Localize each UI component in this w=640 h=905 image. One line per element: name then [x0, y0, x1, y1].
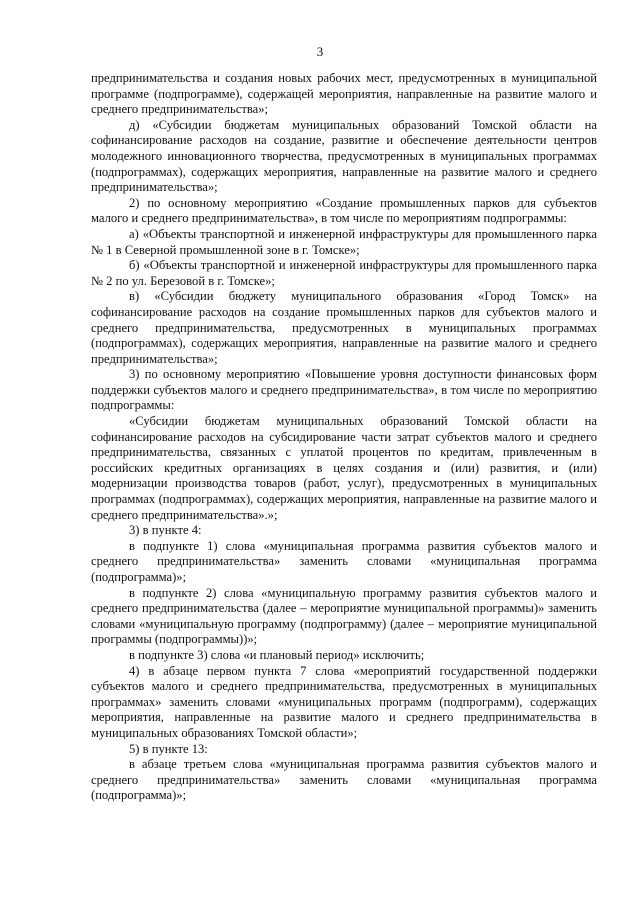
paragraph: в подпункте 1) слова «муниципальная программа развития субъектов малого и среднего предпринимательства» заменить словами «муниципальная программа (подпрограмма)»; — [91, 538, 597, 584]
paragraph: 3) по основному мероприятию «Повышение уровня доступности финансовых форм поддержки субъектов малого и среднего предпринимательства», в том числе по мероприятию подпрограммы: — [91, 367, 597, 413]
paragraph: в) «Субсидии бюджету муниципального образования «Город Томск» на софинансирование расходов на создание промышленных парков для субъектов малого и среднего предпринимательства, предусмотренных в муниципальных программах (подпрограммах), содержащих мероприятия, направленные на развитие малого и среднего предпринимательства»; — [91, 289, 597, 366]
paragraph: в подпункте 2) слова «муниципальную программу развития субъектов малого и среднего предпринимательства (далее – мероприятие муниципальной программы)» заменить словами «муниципальную программу (подпрограмму) (далее – мероприятие муниципальной программы (подпрограммы))»; — [91, 585, 597, 647]
paragraph: д) «Субсидии бюджетам муниципальных образований Томской области на софинансирование расходов на создание, развитие и обеспечение деятельности центров молодежного инновационного творчества, предусмотренных в муниципальных программах (подпрограммах), содержащих мероприятия, направленные на развитие малого и среднего предпринимательства»; — [91, 117, 597, 195]
paragraph: в подпункте 3) слова «и плановый период» исключить; — [129, 647, 425, 662]
page-number: 3 — [316, 44, 324, 59]
paragraph: 4) в абзаце первом пункта 7 слова «мероприятий государственной поддержки субъектов малого и среднего предпринимательства, предусмотренных в муниципальных программах» заменить словами «муниципальных программ (подпрограмм), содержащих мероприятия, направленные на развитие малого и среднего предпринимательства в муниципальных образованиях Томской области»; — [91, 663, 597, 740]
paragraph: в абзаце третьем слова «муниципальная программа развития субъектов малого и среднего предпринимательства» заменить словами «муниципальная программа (подпрограмма)»; — [91, 757, 597, 803]
paragraph: 3) в пункте 4: — [129, 523, 202, 538]
paragraph: б) «Объекты транспортной и инженерной инфраструктуры для промышленного парка № 2 по ул. Березовой в г. Томске»; — [91, 258, 597, 288]
paragraph: 5) в пункте 13: — [129, 741, 208, 756]
paragraph: предпринимательства и создания новых рабочих мест, предусмотренных в муниципальной программе (подпрограмме), содержащей мероприятия, направленные на развитие малого и среднего предпринимательства»; — [91, 71, 597, 117]
paragraph: «Субсидии бюджетам муниципальных образований Томской области на софинансирование расходов на субсидирование части затрат субъектов малого и среднего предпринимательства, связанных с уплатой процентов по кредитам, привлеченным в российских кредитных организациях в целях создания и (или) развития, и (или) модернизации производства товаров (работ, услуг), предусмотренных в муниципальных программах (подпрограммах), содержащих мероприятия, направленные на развитие малого и среднего предпринимательства».»; — [91, 414, 597, 522]
document-body — [91, 71, 597, 804]
paragraph: 2) по основному мероприятию «Создание промышленных парков для субъектов малого и среднего предпринимательства», в том числе по мероприятиям подпрограммы: — [91, 195, 597, 226]
paragraph: а) «Объекты транспортной и инженерной инфраструктуры для промышленного парка № 1 в Северной промышленной зоне в г. Томске»; — [91, 226, 597, 257]
